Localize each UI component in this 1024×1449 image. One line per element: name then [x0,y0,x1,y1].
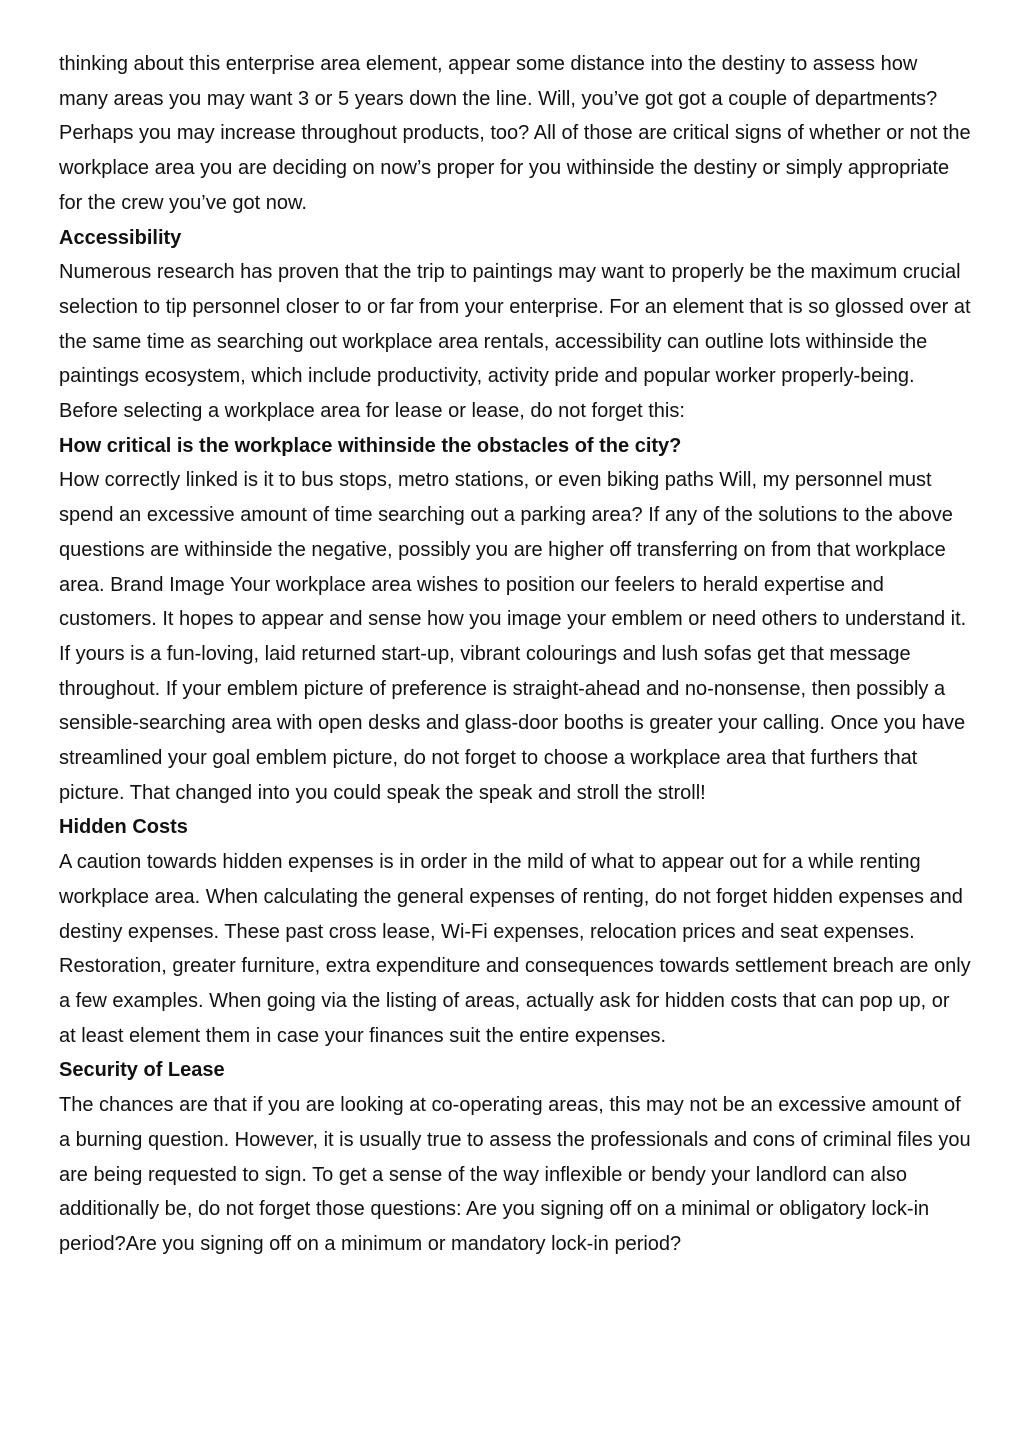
security-of-lease-paragraph: The chances are that if you are looking at co-operating areas, this may not be an excessive amount of a burning question. However, it is usually true to assess the professionals and cons of criminal files you are being requested to sign. To get a sense of the way inflexible or bendy your landlord can also additionally be, do not forget those questions: Are you signing off on a minimal or obligatory lock-in period?Are you signing off on a minimum or mandatory lock-in period? [59,1094,971,1255]
intro-paragraph: thinking about this enterprise area element, appear some distance into the destiny to assess how many areas you may want 3 or 5 years down the line. Will, you’ve got got a couple of departments? Perhaps you may increase throughout products, too? All of those are critical signs of whether or not the workplace area you are deciding on now’s proper for you withinside the destiny or simply appropriate for the crew you’ve got now. [59,53,971,214]
accessibility-heading: Accessibility [59,226,182,249]
security-of-lease-heading: Security of Lease [59,1059,225,1082]
city-question-heading: How critical is the workplace withinside the obstacles of the city? [59,434,682,457]
hidden-costs-paragraph: A caution towards hidden expenses is in order in the mild of what to appear out for a while renting workplace area. When calculating the general expenses of renting, do not forget hidden expenses and destiny expenses. These past cross lease, Wi-Fi expenses, relocation prices and seat expenses. Restoration, greater furniture, extra expenditure and consequences towards settlement breach are only a few examples. When going via the listing of areas, actually ask for hidden costs that can pop up, or at least element them in case your finances suit the entire expenses. [59,851,971,1047]
document-body [59,47,971,1262]
city-question-paragraph: How correctly linked is it to bus stops, metro stations, or even biking paths Will, my personnel must spend an excessive amount of time searching out a parking area? If any of the solutions to the above questions are withinside the negative, possibly you are higher off transferring on from that workplace area. Brand Image Your workplace area wishes to position our feelers to herald expertise and customers. It hopes to appear and sense how you image your emblem or need others to understand it. If yours is a fun-loving, laid returned start-up, vibrant colourings and lush sofas get that message throughout. If your emblem picture of preference is straight-ahead and no-nonsense, then possibly a sensible-searching area with open desks and glass-door booths is greater your calling. Once you have streamlined your goal emblem picture, do not forget to choose a workplace area that furthers that picture. That changed into you could speak the speak and stroll the stroll! [59,469,967,804]
hidden-costs-heading: Hidden Costs [59,816,188,839]
accessibility-paragraph: Numerous research has proven that the trip to paintings may want to properly be the maximum crucial selection to tip personnel closer to or far from your enterprise. For an element that is so glossed over at the same time as searching out workplace area rentals, accessibility can outline lots withinside the paintings ecosystem, which include productivity, activity pride and popular worker properly-being. Before selecting a workplace area for lease or lease, do not forget this: [59,261,971,423]
